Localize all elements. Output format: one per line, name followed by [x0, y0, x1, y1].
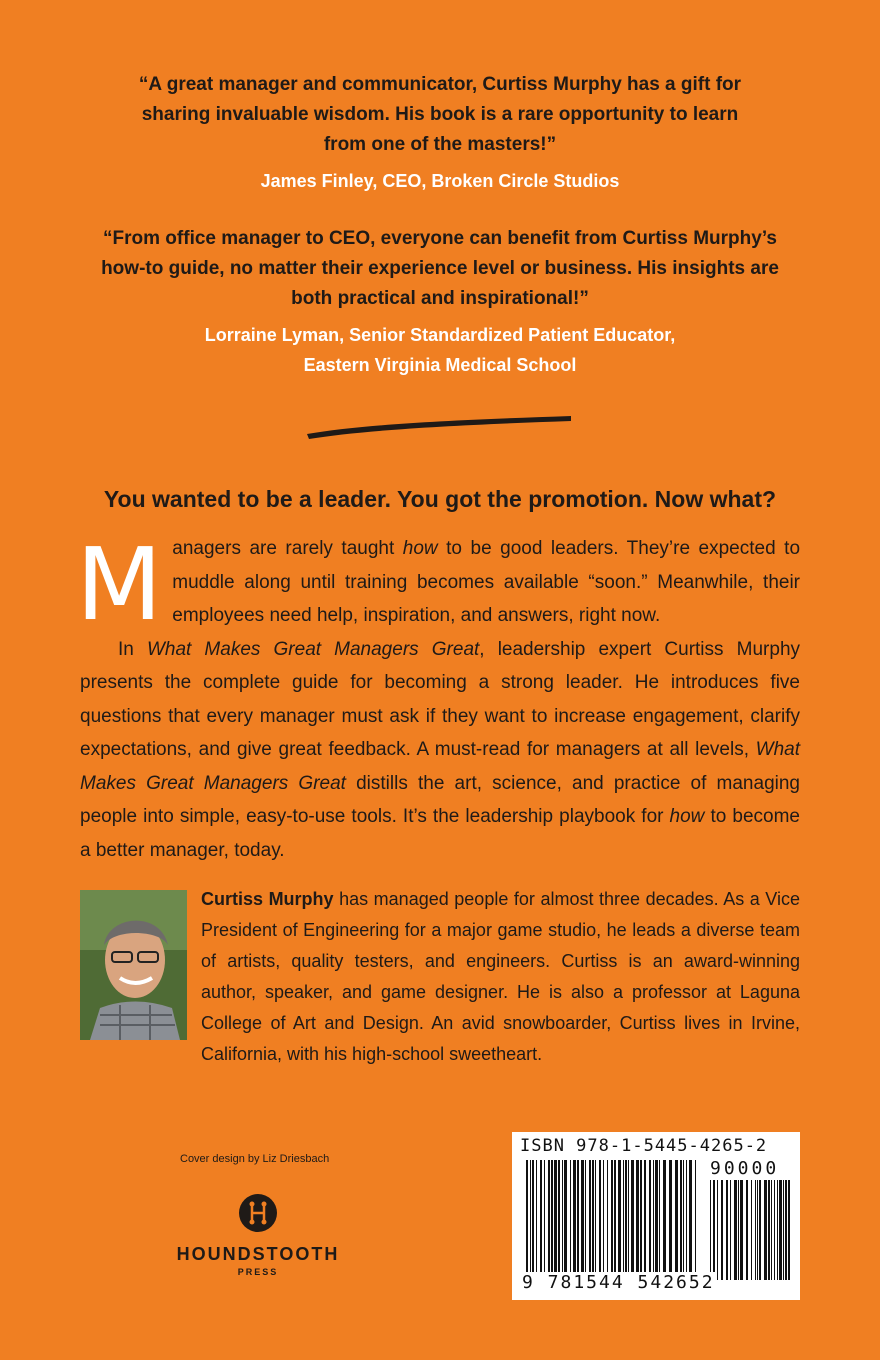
barcode-bar — [554, 1160, 557, 1272]
book-title: What Makes Great Managers Great — [80, 739, 800, 794]
endorsement-2 — [0, 224, 880, 380]
barcode-bar — [689, 1160, 692, 1272]
bio-text: has managed people for almost three decades. As a Vice President of Engineering for a major game studio, he leads a diverse team of artists, quality testers, and engineers. Curtiss is an award-winning author, speaker, and game designer. He is also a professor at Laguna College of Art and Design. An avid snowboarder, Curtiss lives in Irvine, California, with his high-school sweetheart. — [201, 889, 800, 1064]
cover-credit: Cover design by Liz Driesbach — [180, 1153, 330, 1165]
publisher-name: HOUNDSTOOTH — [176, 1244, 340, 1264]
book-title: What Makes Great Managers Great — [146, 638, 480, 660]
barcode-bar — [653, 1160, 654, 1272]
barcode-bar — [628, 1160, 629, 1272]
barcode-bar — [526, 1160, 528, 1272]
barcode-bar — [618, 1160, 621, 1272]
paragraph-2 — [80, 633, 800, 868]
barcode-bar — [655, 1160, 658, 1272]
barcode-bar — [640, 1160, 642, 1272]
addon-bar — [726, 1180, 728, 1280]
endorsements — [0, 70, 880, 380]
text-emphasis: how — [669, 806, 705, 827]
barcode-bar — [599, 1160, 601, 1272]
text-emphasis: how — [402, 538, 438, 559]
publisher-logo — [168, 1193, 348, 1277]
barcode-bar — [562, 1160, 563, 1272]
text-run: In — [118, 638, 147, 660]
addon-bar — [788, 1180, 790, 1280]
addon-bar — [774, 1180, 775, 1280]
text-run: anagers are rarely taught — [172, 538, 403, 559]
barcode-bar — [564, 1160, 567, 1272]
barcode-bar — [530, 1160, 531, 1272]
attribution-line-2: Eastern Virginia Medical School — [303, 355, 577, 375]
barcode-bar — [686, 1160, 687, 1272]
addon-bar — [713, 1180, 715, 1280]
barcode-bar — [675, 1160, 678, 1272]
barcode-bar — [532, 1160, 534, 1272]
barcode-bars — [520, 1160, 792, 1280]
attribution-line-1: Lorraine Lyman, Senior Standardized Patient Educator, — [204, 325, 676, 345]
barcode-bar — [585, 1160, 586, 1272]
barcode-bar — [680, 1160, 682, 1272]
barcode-bar — [683, 1160, 684, 1272]
endorsement-1 — [0, 70, 880, 196]
endorsement-attribution: James Finley, CEO, Broken Circle Studios — [260, 171, 620, 191]
barcode-bar — [536, 1160, 537, 1272]
barcode-bar — [636, 1160, 639, 1272]
addon-bar — [785, 1180, 787, 1280]
barcode-bar — [595, 1160, 596, 1272]
barcode-bar — [663, 1160, 666, 1272]
barcode-addon: 90000 — [710, 1158, 780, 1179]
addon-bar — [721, 1180, 723, 1280]
barcode-bar — [631, 1160, 634, 1272]
isbn-barcode — [512, 1132, 800, 1300]
text-run: distills the art, science, and practice of managing people into simple, easy-to-use tools. It’s the leadership playbook for — [80, 772, 800, 827]
bio-paragraph — [80, 884, 800, 1070]
barcode-bar — [603, 1160, 604, 1272]
addon-bar — [734, 1180, 737, 1280]
addon-bar — [730, 1180, 731, 1280]
addon-bar — [740, 1180, 743, 1280]
addon-bar — [751, 1180, 752, 1280]
drop-cap: M — [76, 526, 163, 643]
barcode-bar — [669, 1160, 672, 1272]
addon-bar — [755, 1180, 756, 1280]
barcode-bar — [644, 1160, 646, 1272]
addon-bar — [764, 1180, 767, 1280]
addon-bar — [771, 1180, 772, 1280]
barcode-bar — [540, 1160, 542, 1272]
addon-bar — [757, 1180, 758, 1280]
barcode-bar — [558, 1160, 560, 1272]
addon-bar — [759, 1180, 761, 1280]
addon-bar — [746, 1180, 748, 1280]
barcode-bar — [573, 1160, 576, 1272]
barcode-bar — [592, 1160, 594, 1272]
brush-divider — [305, 412, 575, 442]
barcode-bar — [581, 1160, 584, 1272]
addon-bar — [777, 1180, 778, 1280]
addon-bar — [710, 1180, 711, 1280]
barcode-bar — [548, 1160, 550, 1272]
barcode-bar — [589, 1160, 591, 1272]
houndstooth-icon — [238, 1193, 278, 1233]
barcode-bar — [551, 1160, 553, 1272]
paragraph-1 — [76, 526, 801, 643]
addon-bar — [768, 1180, 770, 1280]
addon-bar — [779, 1180, 782, 1280]
endorsement-quote: “From office manager to CEO, everyone can benefit from Curtiss Murphy’s how-to guide, no matter their experience level or business. His insights are both practical and inspirational!” — [101, 228, 779, 309]
barcode-bar — [544, 1160, 545, 1272]
author-name: Curtiss Murphy — [201, 889, 334, 909]
barcode-bar — [570, 1160, 571, 1272]
addon-bar — [717, 1180, 718, 1280]
addon-bar — [783, 1180, 784, 1280]
barcode-bar — [577, 1160, 579, 1272]
headline: You wanted to be a leader. You got the promotion. Now what? — [103, 486, 777, 512]
barcode-bar — [614, 1160, 616, 1272]
barcode-bar — [625, 1160, 627, 1272]
barcode-bar — [611, 1160, 613, 1272]
barcode-bar — [607, 1160, 608, 1272]
author-bio — [80, 884, 800, 1070]
text-run: to become a better manager, today. — [80, 806, 800, 861]
endorsement-quote: “A great manager and communicator, Curtiss Murphy has a gift for sharing invaluable wisdom. His book is a rare opportunity to learn from one of the masters!” — [138, 74, 742, 155]
text-run: to be good leaders. They’re expected to muddle along until training becomes available “soon.” Meanwhile, their employees need help, inspiration, and answers, right now. — [172, 538, 801, 626]
description — [76, 526, 801, 867]
text-run: , leadership expert Curtiss Murphy presents the complete guide for becoming a strong leader. He introduces five questions that every manager must ask if they want to increase engagement, clarify expectations, and give great feedback. A must-read for managers at all levels, — [80, 638, 801, 760]
barcode-bar — [659, 1160, 660, 1272]
barcode-number: 9 781544 542652 — [522, 1272, 715, 1293]
author-photo — [80, 890, 187, 1040]
endorsement-attribution — [0, 320, 880, 380]
barcode-bar — [623, 1160, 624, 1272]
barcode-bar — [695, 1160, 696, 1272]
barcode-bar — [649, 1160, 651, 1272]
publisher-subtitle: PRESS — [237, 1267, 279, 1277]
addon-bar — [738, 1180, 739, 1280]
isbn-label: ISBN 978-1-5445-4265-2 — [520, 1136, 768, 1156]
